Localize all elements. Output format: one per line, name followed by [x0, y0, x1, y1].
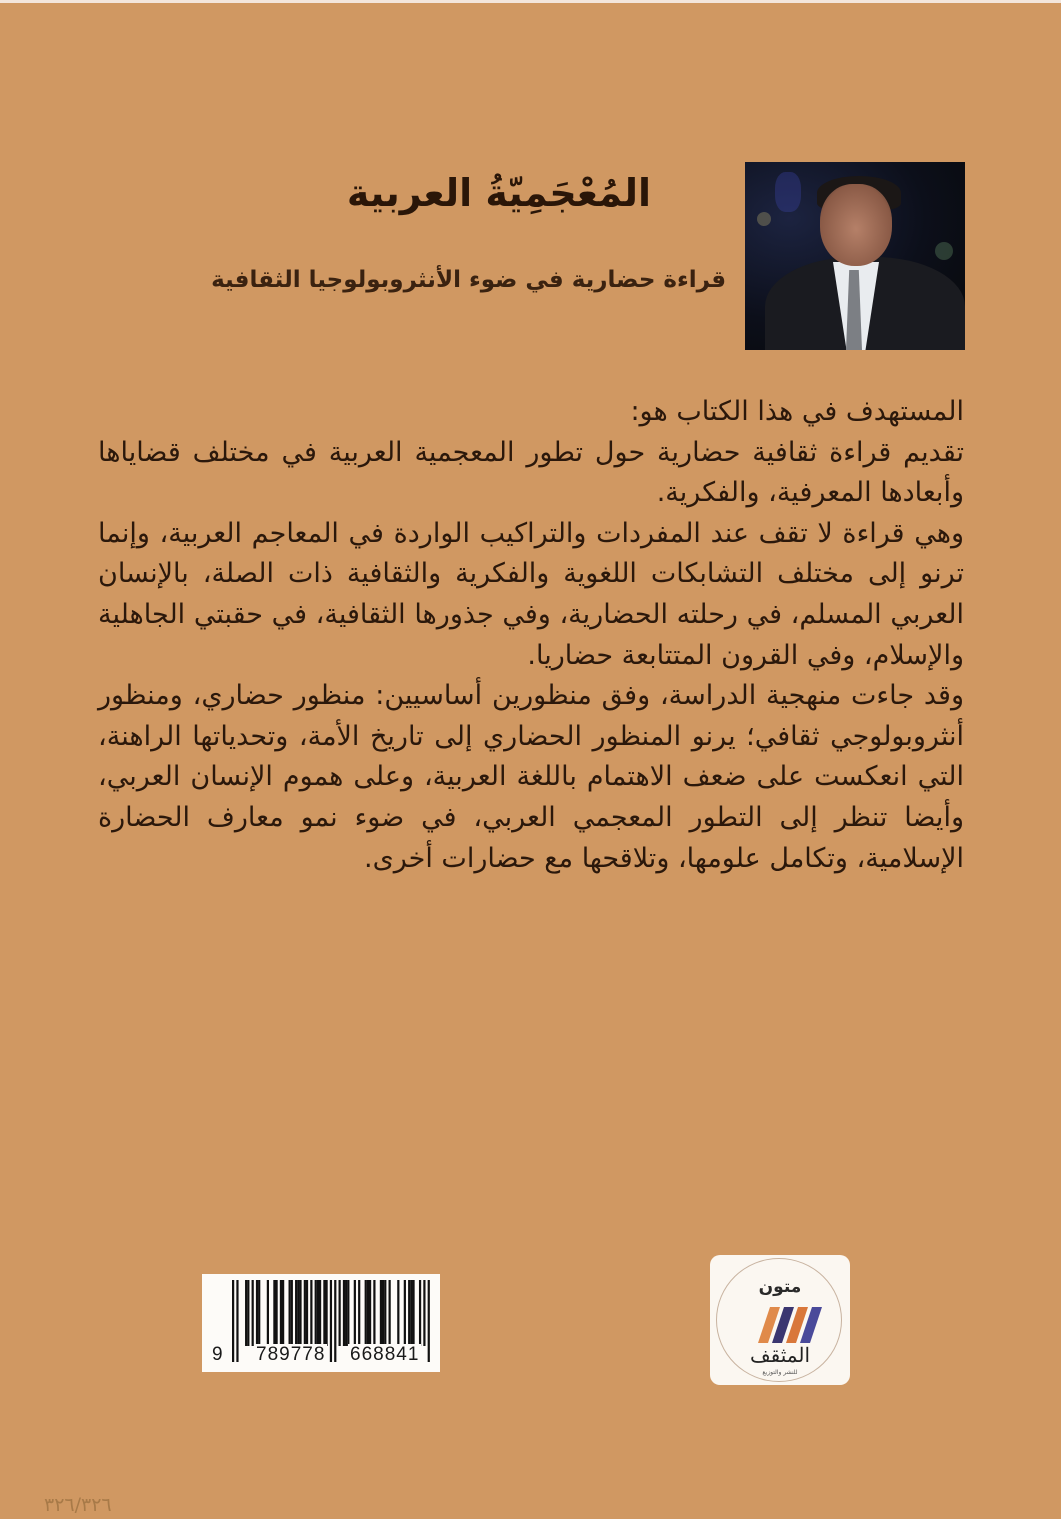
- isbn-barcode: [202, 1274, 440, 1372]
- barcode-bar: [325, 1280, 327, 1346]
- barcode-bar: [369, 1280, 371, 1346]
- author-photo: [745, 162, 965, 350]
- barcode-bar: [358, 1280, 360, 1346]
- isbn-digit-group: 668841: [350, 1344, 420, 1365]
- barcode-bar: [299, 1280, 301, 1346]
- barcode-bar: [297, 1280, 299, 1346]
- publisher-tagline: للنشر والتوزيع: [762, 1369, 798, 1376]
- barcode-bar: [408, 1280, 410, 1346]
- barcode-bar: [306, 1280, 308, 1346]
- barcode-bar: [304, 1280, 306, 1346]
- barcode-bar: [289, 1280, 291, 1346]
- barcode-bar: [275, 1280, 277, 1346]
- barcode-bar: [247, 1280, 249, 1346]
- book-title: المُعْجَمِيّةُ العربية: [346, 171, 651, 215]
- barcode-bar: [323, 1280, 325, 1346]
- barcode-bar: [256, 1280, 258, 1346]
- barcode-bar: [347, 1280, 349, 1346]
- barcode-bar: [310, 1280, 312, 1346]
- barcode-bar: [291, 1280, 293, 1346]
- isbn-digit-group: 9: [212, 1344, 223, 1365]
- barcode-bar: [267, 1280, 269, 1346]
- publisher-name-bottom: المثقف: [749, 1343, 811, 1367]
- barcode-bar: [339, 1280, 341, 1346]
- photo-bokeh: [935, 242, 953, 260]
- publisher-logo: [710, 1255, 850, 1385]
- barcode-bar: [252, 1280, 254, 1346]
- photo-head: [820, 184, 892, 266]
- blurb-paragraph: وهي قراءة لا تقف عند المفردات والتراكيب الواردة في المعاجم العربية، وإنما ترنو إلى مختلف التشابكات اللغوية والفكرية والثقافية ذات الصلة، بالإنسان العربي المسلم، في رحلته الحضارية، وفي جذورها الثقافية، في حقبتي الجاهلية والإسلام، وفي القرون المتتابعة حضاريا.: [98, 517, 964, 671]
- back-cover-blurb: [98, 392, 964, 879]
- barcode-bar: [295, 1280, 297, 1346]
- page-number: ٣٢٦/٣٢٦: [44, 1494, 112, 1516]
- barcode-bar: [273, 1280, 275, 1346]
- blurb-paragraph: تقديم قراءة ثقافية حضارية حول تطور المعجمية العربية في مختلف قضاياها وأبعادها المعرفية، والفكرية.: [98, 436, 964, 509]
- barcode-bar: [319, 1280, 321, 1346]
- barcode-bar: [384, 1280, 386, 1346]
- barcode-bar: [343, 1280, 345, 1346]
- photo-bokeh: [775, 172, 801, 212]
- top-edge: [0, 0, 1061, 3]
- barcode-bar: [404, 1280, 406, 1346]
- barcode-bar: [315, 1280, 317, 1346]
- blurb-paragraph: المستهدف في هذا الكتاب هو:: [630, 396, 964, 427]
- barcode-bar: [423, 1280, 425, 1346]
- isbn-digit-group: 789778: [256, 1344, 326, 1365]
- barcode-bar: [380, 1280, 382, 1346]
- book-subtitle: قراءة حضارية في ضوء الأنثروبولوجيا الثقافية: [211, 267, 726, 293]
- barcode-bar: [382, 1280, 384, 1346]
- barcode-bar: [258, 1280, 260, 1346]
- barcode-bar: [282, 1280, 284, 1346]
- barcode-bar: [373, 1280, 375, 1346]
- publisher-name-top: متون: [758, 1277, 802, 1297]
- logo-stripes-icon: [758, 1307, 822, 1343]
- barcode-bar: [410, 1280, 412, 1346]
- barcode-bar: [345, 1280, 347, 1346]
- barcode-bar: [354, 1280, 356, 1346]
- barcode-bar: [365, 1280, 367, 1346]
- photo-bokeh: [757, 212, 771, 226]
- barcode-bar: [389, 1280, 391, 1346]
- blurb-paragraph: وقد جاءت منهجية الدراسة، وفق منظورين أساسيين: منظور حضاري، ومنظور أنثروبولوجي ثقافي؛ يرنو المنظور الحضاري إلى تاريخ الأمة، وتحدياتها الراهنة، التي انعكست على ضعف الاهتمام باللغة العربية، وعلى هموم الإنسان العربي، وأيضا تنظر إلى التطور المعجمي العربي، في ضوء نمو معارف الحضارة الإسلامية، وتكامل علومها، وتلاقحها مع حضارات أخرى.: [98, 680, 964, 874]
- barcode-bar: [317, 1280, 319, 1346]
- barcode-bar: [367, 1280, 369, 1346]
- barcode-bar: [397, 1280, 399, 1346]
- barcode-digits: [202, 1344, 440, 1370]
- barcode-bar: [245, 1280, 247, 1346]
- barcode-bar: [419, 1280, 421, 1346]
- barcode-bar: [280, 1280, 282, 1346]
- barcode-bar: [412, 1280, 414, 1346]
